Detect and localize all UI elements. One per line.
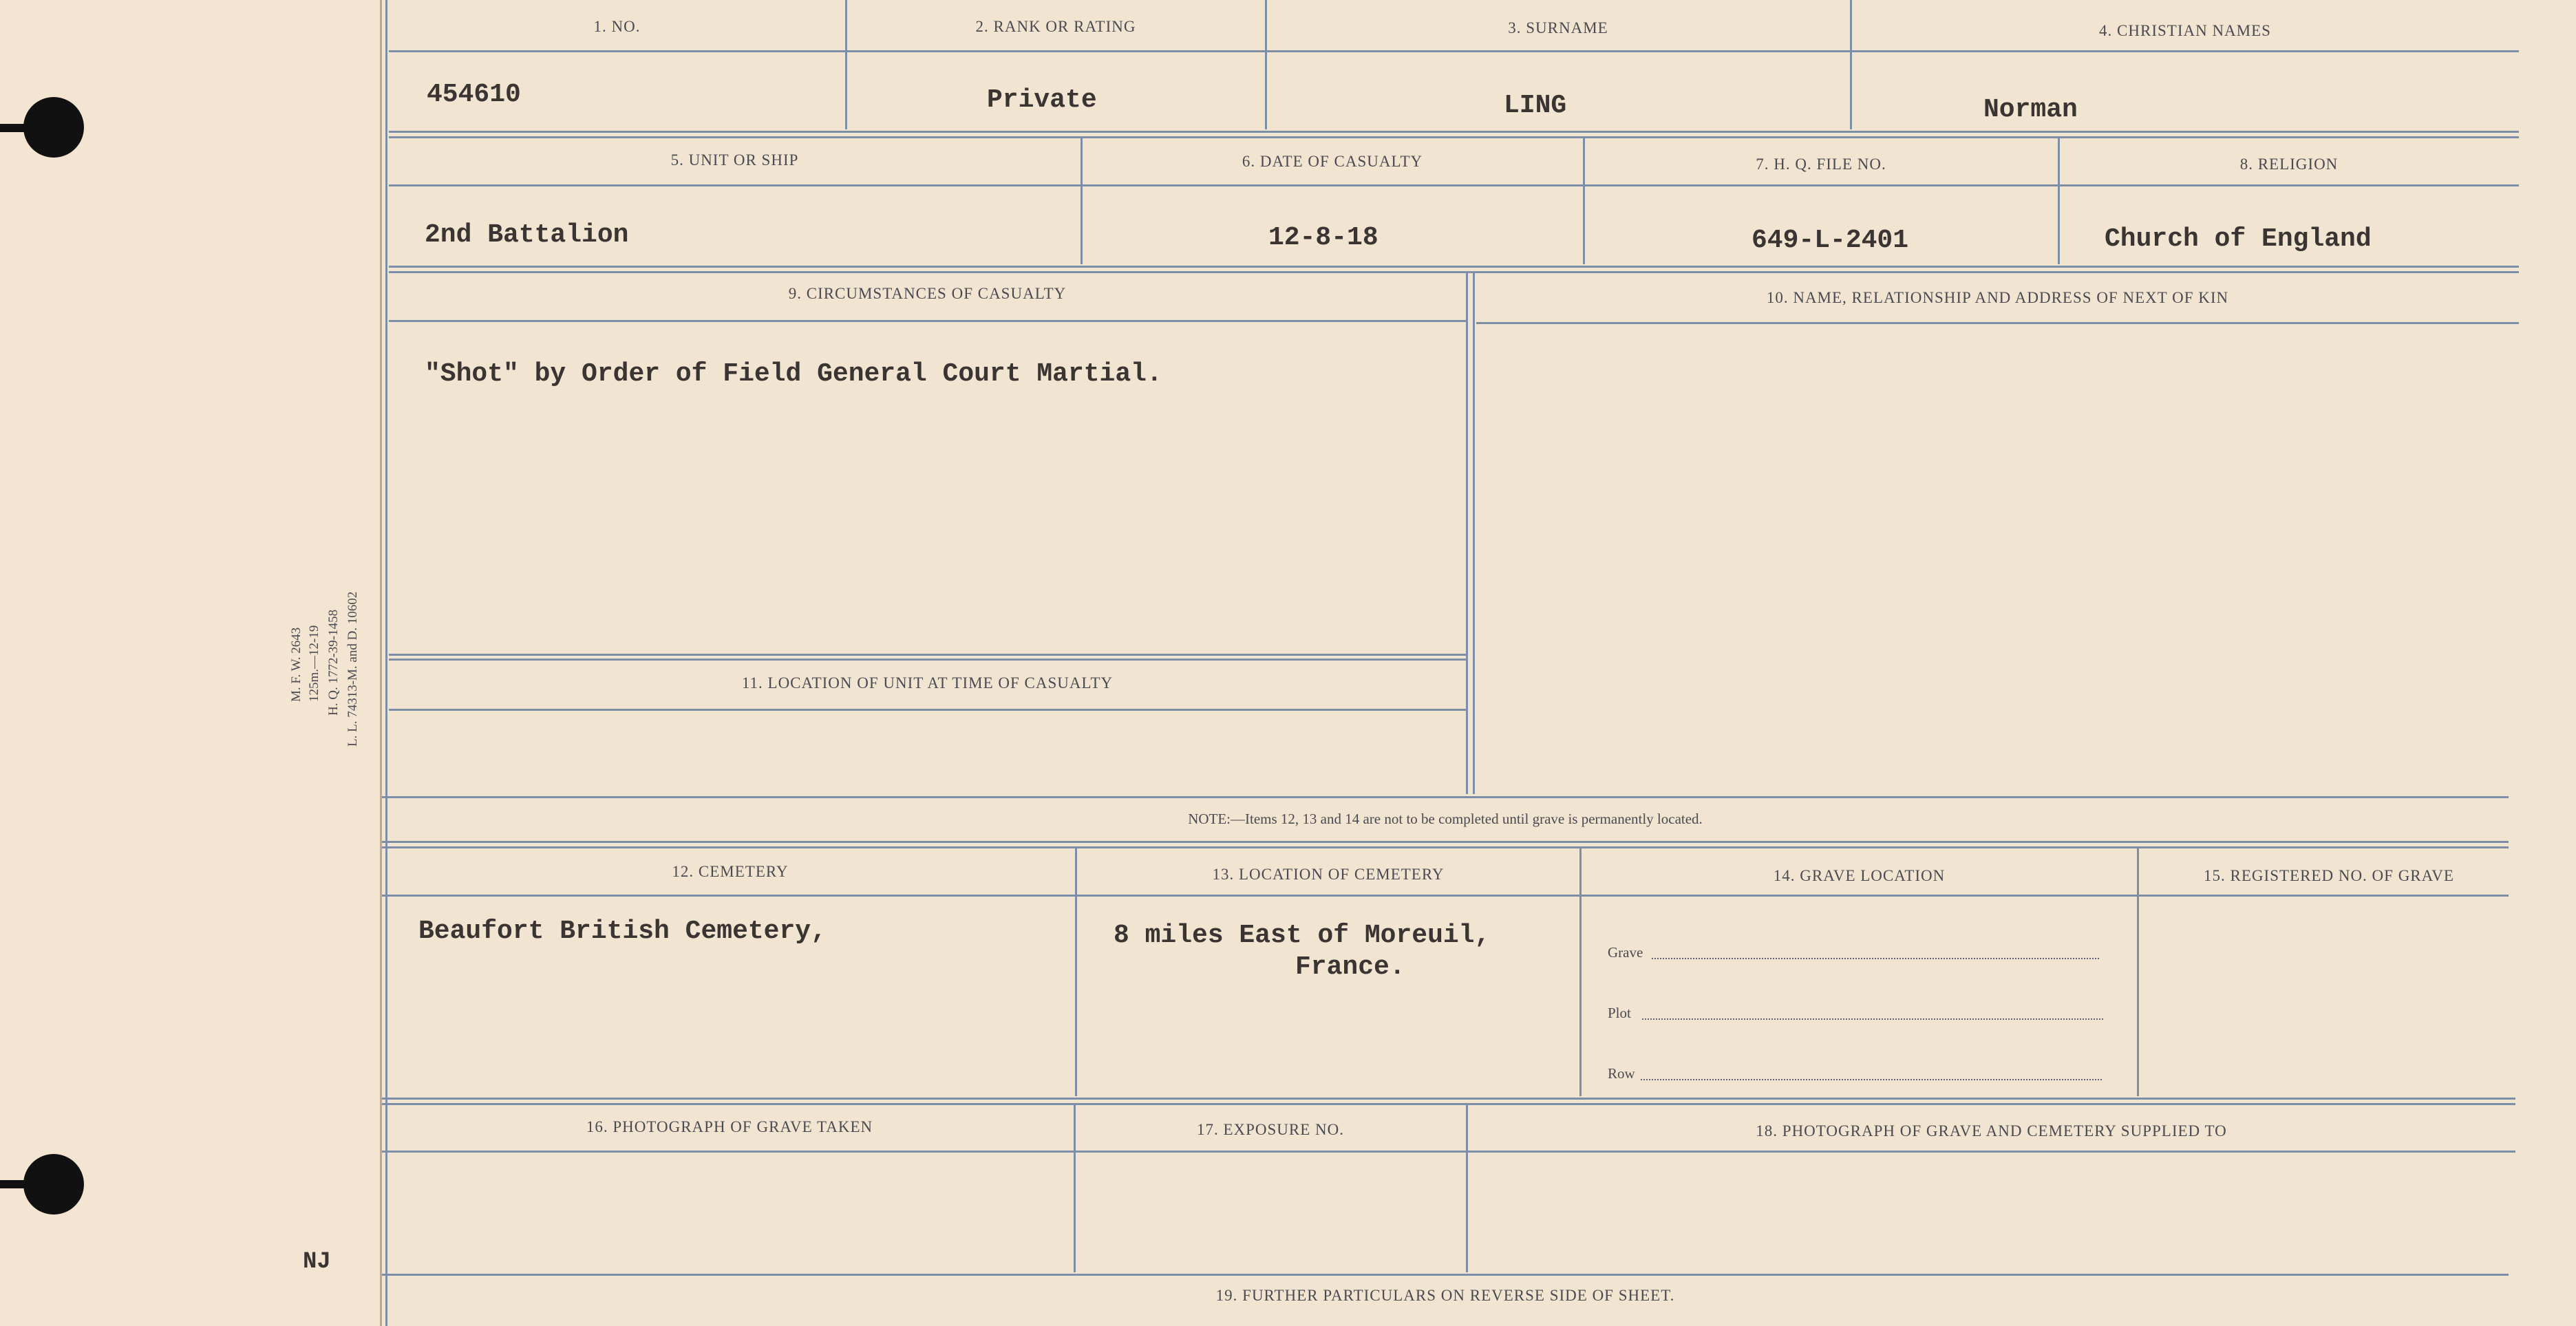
label-grave: Grave — [1608, 944, 1643, 961]
value-surname: LING — [1504, 91, 1567, 120]
card-stub — [0, 0, 382, 1326]
rule-row3-mid-a — [389, 654, 1468, 656]
note-text: NOTE:—Items 12, 13 and 14 are not to be completed until grave is permanently located. — [1188, 811, 1703, 827]
label-circumstances: 9. CIRCUMSTANCES OF CASUALTY — [788, 285, 1067, 302]
further-particulars-note: 19. FURTHER PARTICULARS ON REVERSE SIDE OF SHEET. — [1215, 1287, 1675, 1304]
value-religion: Church of England — [2105, 224, 2372, 254]
rule-row5-header — [382, 895, 2509, 897]
rule-row1-bottom-b — [389, 136, 2519, 138]
value-date-of-casualty: 12-8-18 — [1268, 223, 1379, 253]
value-location-of-cemetery-line1: 8 miles East of Moreuil, — [1114, 921, 1491, 950]
value-unit: 2nd Battalion — [425, 220, 629, 250]
rule-row2-header — [389, 184, 2519, 186]
rule-col-9-10-a — [1466, 271, 1468, 794]
row-dotted-line — [1641, 1079, 2102, 1080]
label-date-of-casualty: 6. DATE OF CASUALTY — [1242, 153, 1423, 170]
print-code-1: M. F. W. 2643 — [289, 627, 304, 702]
rule-row5-bottom-b — [382, 1103, 2515, 1105]
rule-row3-mid-b — [389, 659, 1468, 661]
label-rank: 2. RANK OR RATING — [975, 18, 1136, 35]
rule-row1-bottom-a — [389, 131, 2519, 133]
label-religion: 8. RELIGION — [2239, 156, 2339, 173]
label-location-of-cemetery: 13. LOCATION OF CEMETERY — [1212, 866, 1445, 883]
rule-note-top — [382, 796, 2509, 798]
plot-dotted-line — [1642, 1018, 2103, 1020]
label-next-of-kin: 10. NAME, RELATIONSHIP AND ADDRESS OF NEXT OF KIN — [1766, 289, 2229, 306]
rule-note-bottom-a — [382, 841, 2509, 843]
value-location-of-cemetery-line2: France. — [1295, 952, 1405, 982]
label-photograph-supplied: 18. PHOTOGRAPH OF GRAVE AND CEMETERY SUPPLIED TO — [1756, 1122, 2227, 1140]
punch-hole-top — [23, 97, 84, 158]
rule-row3-header-right — [1476, 322, 2519, 324]
print-code-4: L. L. 74313-M. and D. 10602 — [345, 591, 360, 747]
rule-row1-header — [389, 50, 2519, 52]
label-unit: 5. UNIT OR SHIP — [670, 151, 799, 169]
label-location-of-unit: 11. LOCATION OF UNIT AT TIME OF CASUALTY — [741, 674, 1114, 692]
rule-row5-bottom-a — [382, 1098, 2515, 1100]
value-rank: Private — [987, 85, 1097, 115]
value-circumstances: "Shot" by Order of Field General Court Martial. — [425, 359, 1162, 389]
value-hq-file-no: 649-L-2401 — [1752, 226, 1909, 255]
rule-row3-header-left — [389, 320, 1468, 322]
print-code-2: 125m.—12-19 — [307, 625, 321, 702]
rule-col-9-10-b — [1473, 271, 1475, 794]
value-christian-names: Norman — [1983, 95, 2078, 125]
rule-row4-header — [389, 709, 1468, 711]
rule-row2-bottom-b — [389, 271, 2519, 273]
label-cemetery: 12. CEMETERY — [672, 863, 789, 880]
label-number: 1. NO. — [593, 18, 641, 35]
value-number: 454610 — [427, 80, 521, 109]
label-christian-names: 4. CHRISTIAN NAMES — [2099, 22, 2271, 39]
label-photograph-taken: 16. PHOTOGRAPH OF GRAVE TAKEN — [586, 1118, 873, 1135]
rule-col-12-13 — [1075, 846, 1077, 1096]
print-code-3: H. Q. 1772-39-1458 — [326, 609, 341, 716]
label-row: Row — [1608, 1065, 1635, 1082]
rule-note-bottom-b — [382, 846, 2509, 848]
stub-initials: NJ — [303, 1249, 331, 1275]
punch-hole-bottom — [23, 1154, 84, 1215]
rule-row6-header — [382, 1151, 2515, 1153]
label-surname: 3. SURNAME — [1508, 19, 1608, 36]
rule-row6-bottom — [382, 1274, 2509, 1276]
label-plot: Plot — [1608, 1005, 1631, 1021]
rule-col-3-4 — [1850, 0, 1852, 129]
value-cemetery: Beaufort British Cemetery, — [418, 917, 827, 946]
label-hq-file-no: 7. H. Q. FILE NO. — [1756, 156, 1886, 173]
grave-dotted-line — [1652, 958, 2099, 959]
label-registered-no: 15. REGISTERED NO. OF GRAVE — [2204, 867, 2454, 884]
label-grave-location: 14. GRAVE LOCATION — [1773, 867, 1946, 884]
label-exposure-no: 17. EXPOSURE NO. — [1196, 1121, 1345, 1138]
rule-row2-bottom-a — [389, 266, 2519, 268]
